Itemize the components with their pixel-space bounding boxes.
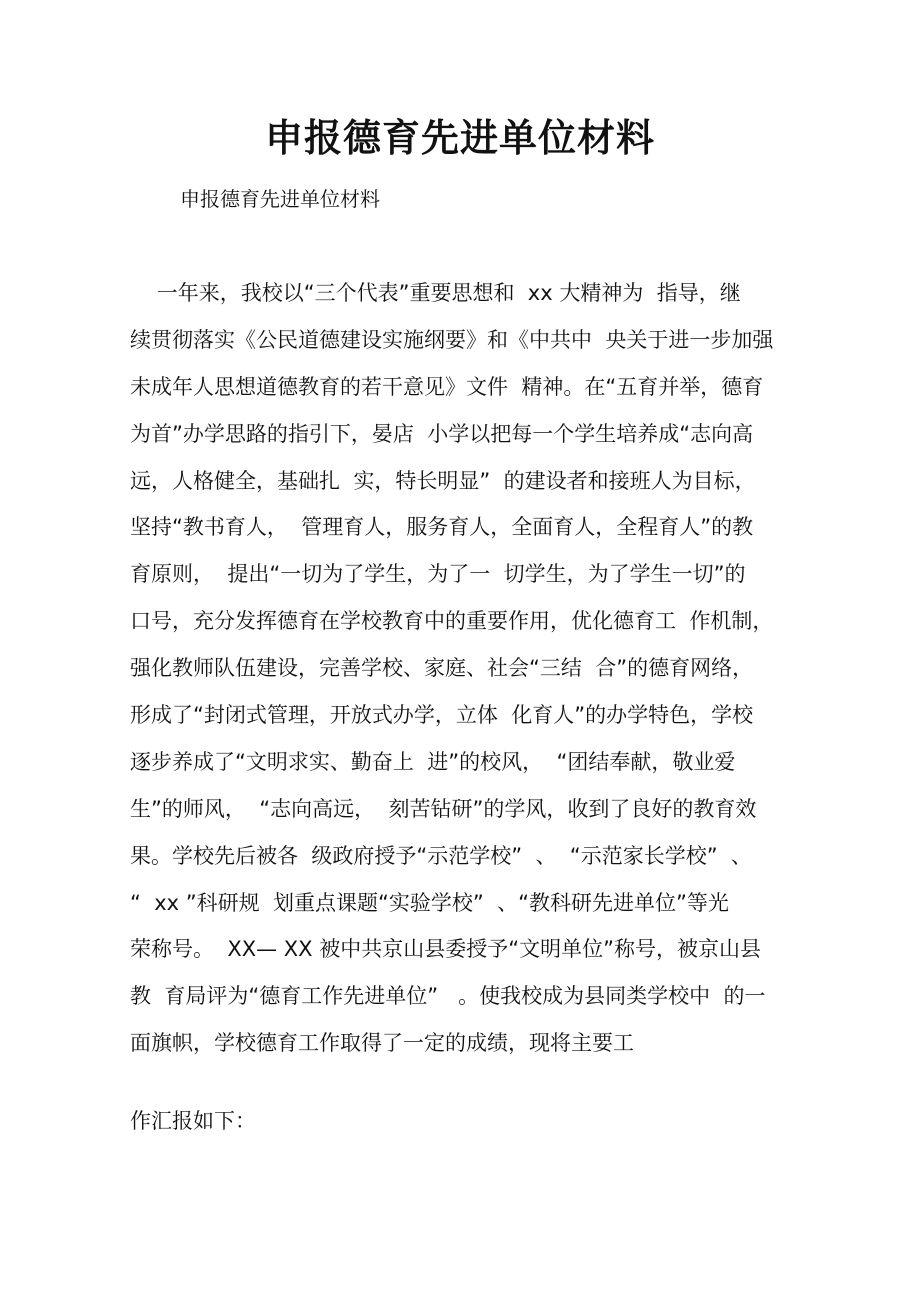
body-line: 果。学校先后被各 级政府授予“示范学校” 、 “示范家长学校” 、	[130, 843, 752, 868]
document-title: 申报德育先进单位材料	[264, 116, 655, 160]
document-subtitle: 申报德育先进单位材料	[180, 187, 380, 211]
body-line: 口号，充分发挥德育在学校教育中的重要作用，优化德育工 作机制，	[130, 609, 774, 634]
body-line: 续贯彻落实《公民道德建设实施纲要》和《中共中 央关于进一步加强	[130, 327, 774, 352]
body-line: 教 育局评为“德育工作先进单位” 。使我校成为县同类学校中 的一	[130, 984, 766, 1009]
body-line: 远，人格健全，基础扎 实，特长明显” 的建设者和接班人为目标，	[130, 468, 756, 493]
body-line: 强化教师队伍建设，完善学校、家庭、社会“三结 合”的德育网络，	[130, 656, 754, 681]
body-paragraph	[130, 278, 810, 1075]
body-line: 面旗帜，学校德育工作取得了一定的成绩，现将主要工	[130, 1031, 634, 1056]
body-line: 一年来，我校以“三个代表”重要思想和 xx 大精神为 指导，继	[130, 281, 741, 305]
closing-line: 作汇报如下：	[130, 1109, 256, 1133]
body-line: 为首”办学思路的指引下，晏店 小学以把每一个学生培养成“志向高	[130, 421, 754, 446]
body-line: “ xx ”科研规 划重点课题“实验学校” 、“教科研先进单位”等光	[130, 890, 729, 915]
body-line: 荣称号。 XX— XX 被中共京山县委授予“文明单位”称号，被京山县	[130, 937, 762, 962]
body-line: 坚持“教书育人， 管理育人，服务育人，全面育人，全程育人”的教	[130, 515, 754, 540]
body-line: 育原则， 提出“一切为了学生，为了一 切学生，为了学生一切”的	[130, 562, 746, 587]
body-line: 未成年人思想道德教育的若干意见》文件 精神。在“五育并举，德育	[130, 374, 764, 399]
body-line: 逐步养成了“文明求实、勤奋上 进”的校风， “团结奉献，敬业爱	[130, 749, 736, 774]
body-line: 形成了“封闭式管理，开放式办学，立体 化育人”的办学特色，学校	[130, 703, 754, 728]
body-line: 生”的师风， “志向高远， 刻苦钻研”的学风，收到了良好的教育效	[130, 796, 757, 821]
